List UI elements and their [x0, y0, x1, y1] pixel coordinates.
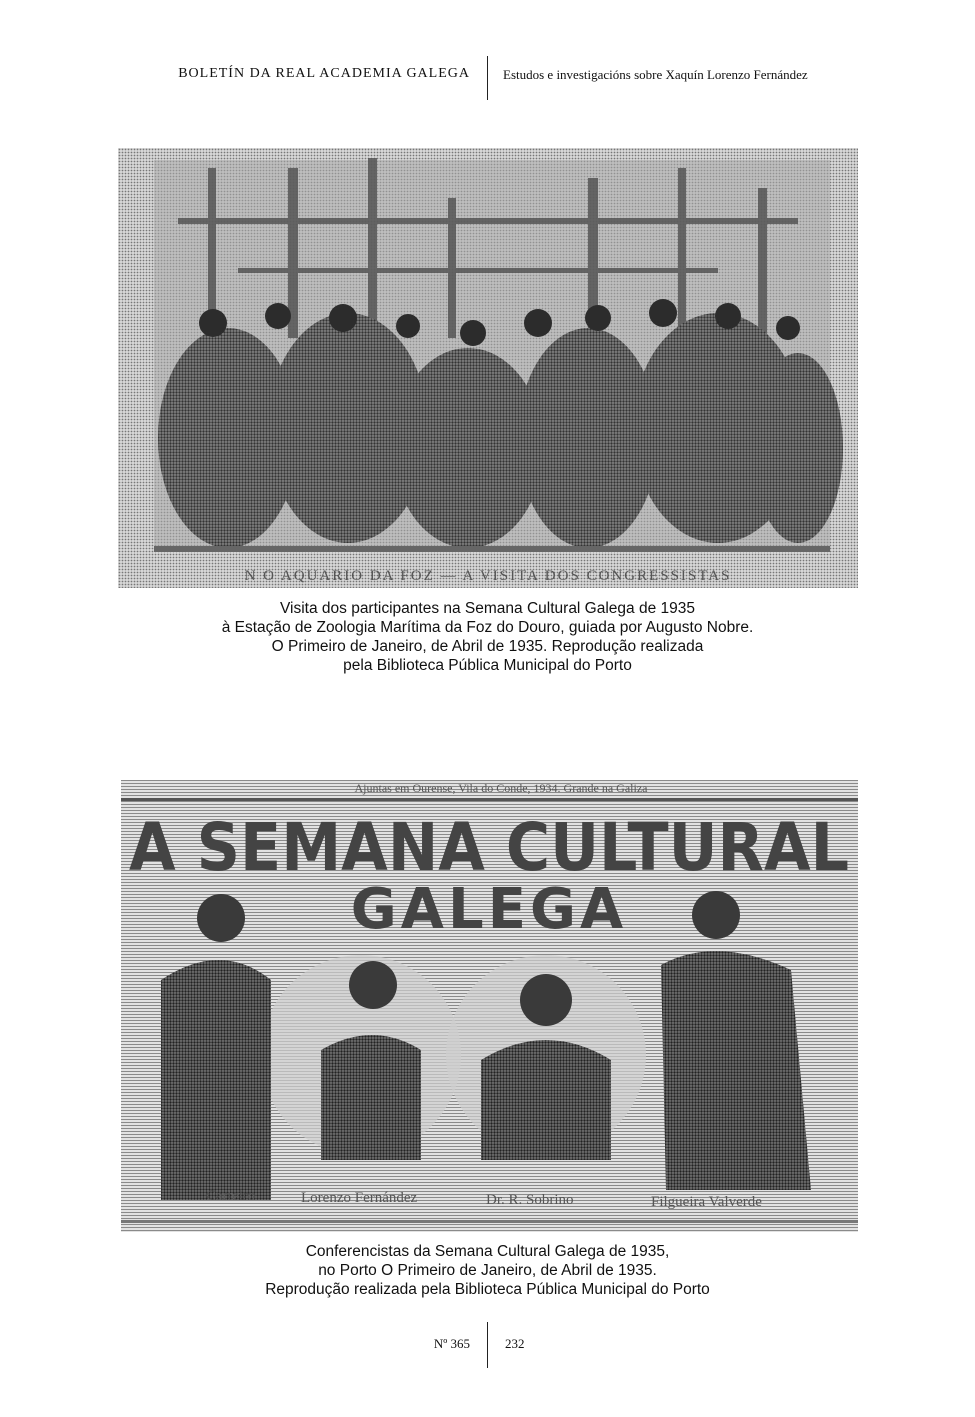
masthead-text: Ajuntas em Ourense, Vila do Conde, 1934. Grande na Galiza: [354, 781, 648, 795]
caption-line: Visita dos participantes na Semana Cultural Galega de 1935: [279, 600, 696, 617]
caption-line: Conferencistas da Semana Cultural Galega de 1935,: [305, 1243, 670, 1260]
journal-title: BOLETÍN DA REAL ACADEMIA GALEGA: [178, 66, 470, 81]
figure1-caption: [0, 599, 975, 675]
caption-line: O Primeiro de Janeiro, de Abril de 1935. Reprodução realizada: [271, 638, 704, 655]
figure2-caption: [0, 1242, 975, 1299]
page-header: [0, 56, 975, 100]
name-label: Lorenzo Fernández: [301, 1190, 418, 1206]
aquarium-visit-photo: [118, 148, 858, 588]
page-footer: [0, 1322, 975, 1368]
caption-line: Reprodução realizada pela Biblioteca Pública Municipal do Porto: [265, 1281, 710, 1298]
section-title: Estudos e investigacións sobre Xaquín Lorenzo Fernández: [503, 67, 808, 82]
name-label: Filgueira Valverde: [651, 1194, 762, 1210]
caption-line: pela Biblioteca Pública Municipal do Porto: [343, 657, 632, 674]
header-divider: [487, 56, 488, 100]
caption-line: no Porto O Primeiro de Janeiro, de Abril de 1935.: [318, 1262, 657, 1279]
caption-line: à Estação de Zoologia Marítima da Foz do Douro, guiada por Augusto Nobre.: [221, 619, 754, 636]
name-label: Carteiro: [206, 1188, 256, 1204]
newspaper-clipping: [121, 780, 858, 1232]
photo-caption-overprint: N O AQUARIO DA FOZ — A VISITA DOS CONGRESSISTAS: [244, 568, 732, 584]
headline-line2: GALEGA: [350, 877, 628, 942]
issue-number: Nº 365: [433, 1336, 470, 1351]
footer-divider: [487, 1322, 488, 1368]
page-number: 232: [505, 1336, 525, 1351]
headline-line1: A SEMANA CULTURAL: [129, 809, 849, 886]
name-label: Dr. R. Sobrino: [486, 1192, 574, 1208]
